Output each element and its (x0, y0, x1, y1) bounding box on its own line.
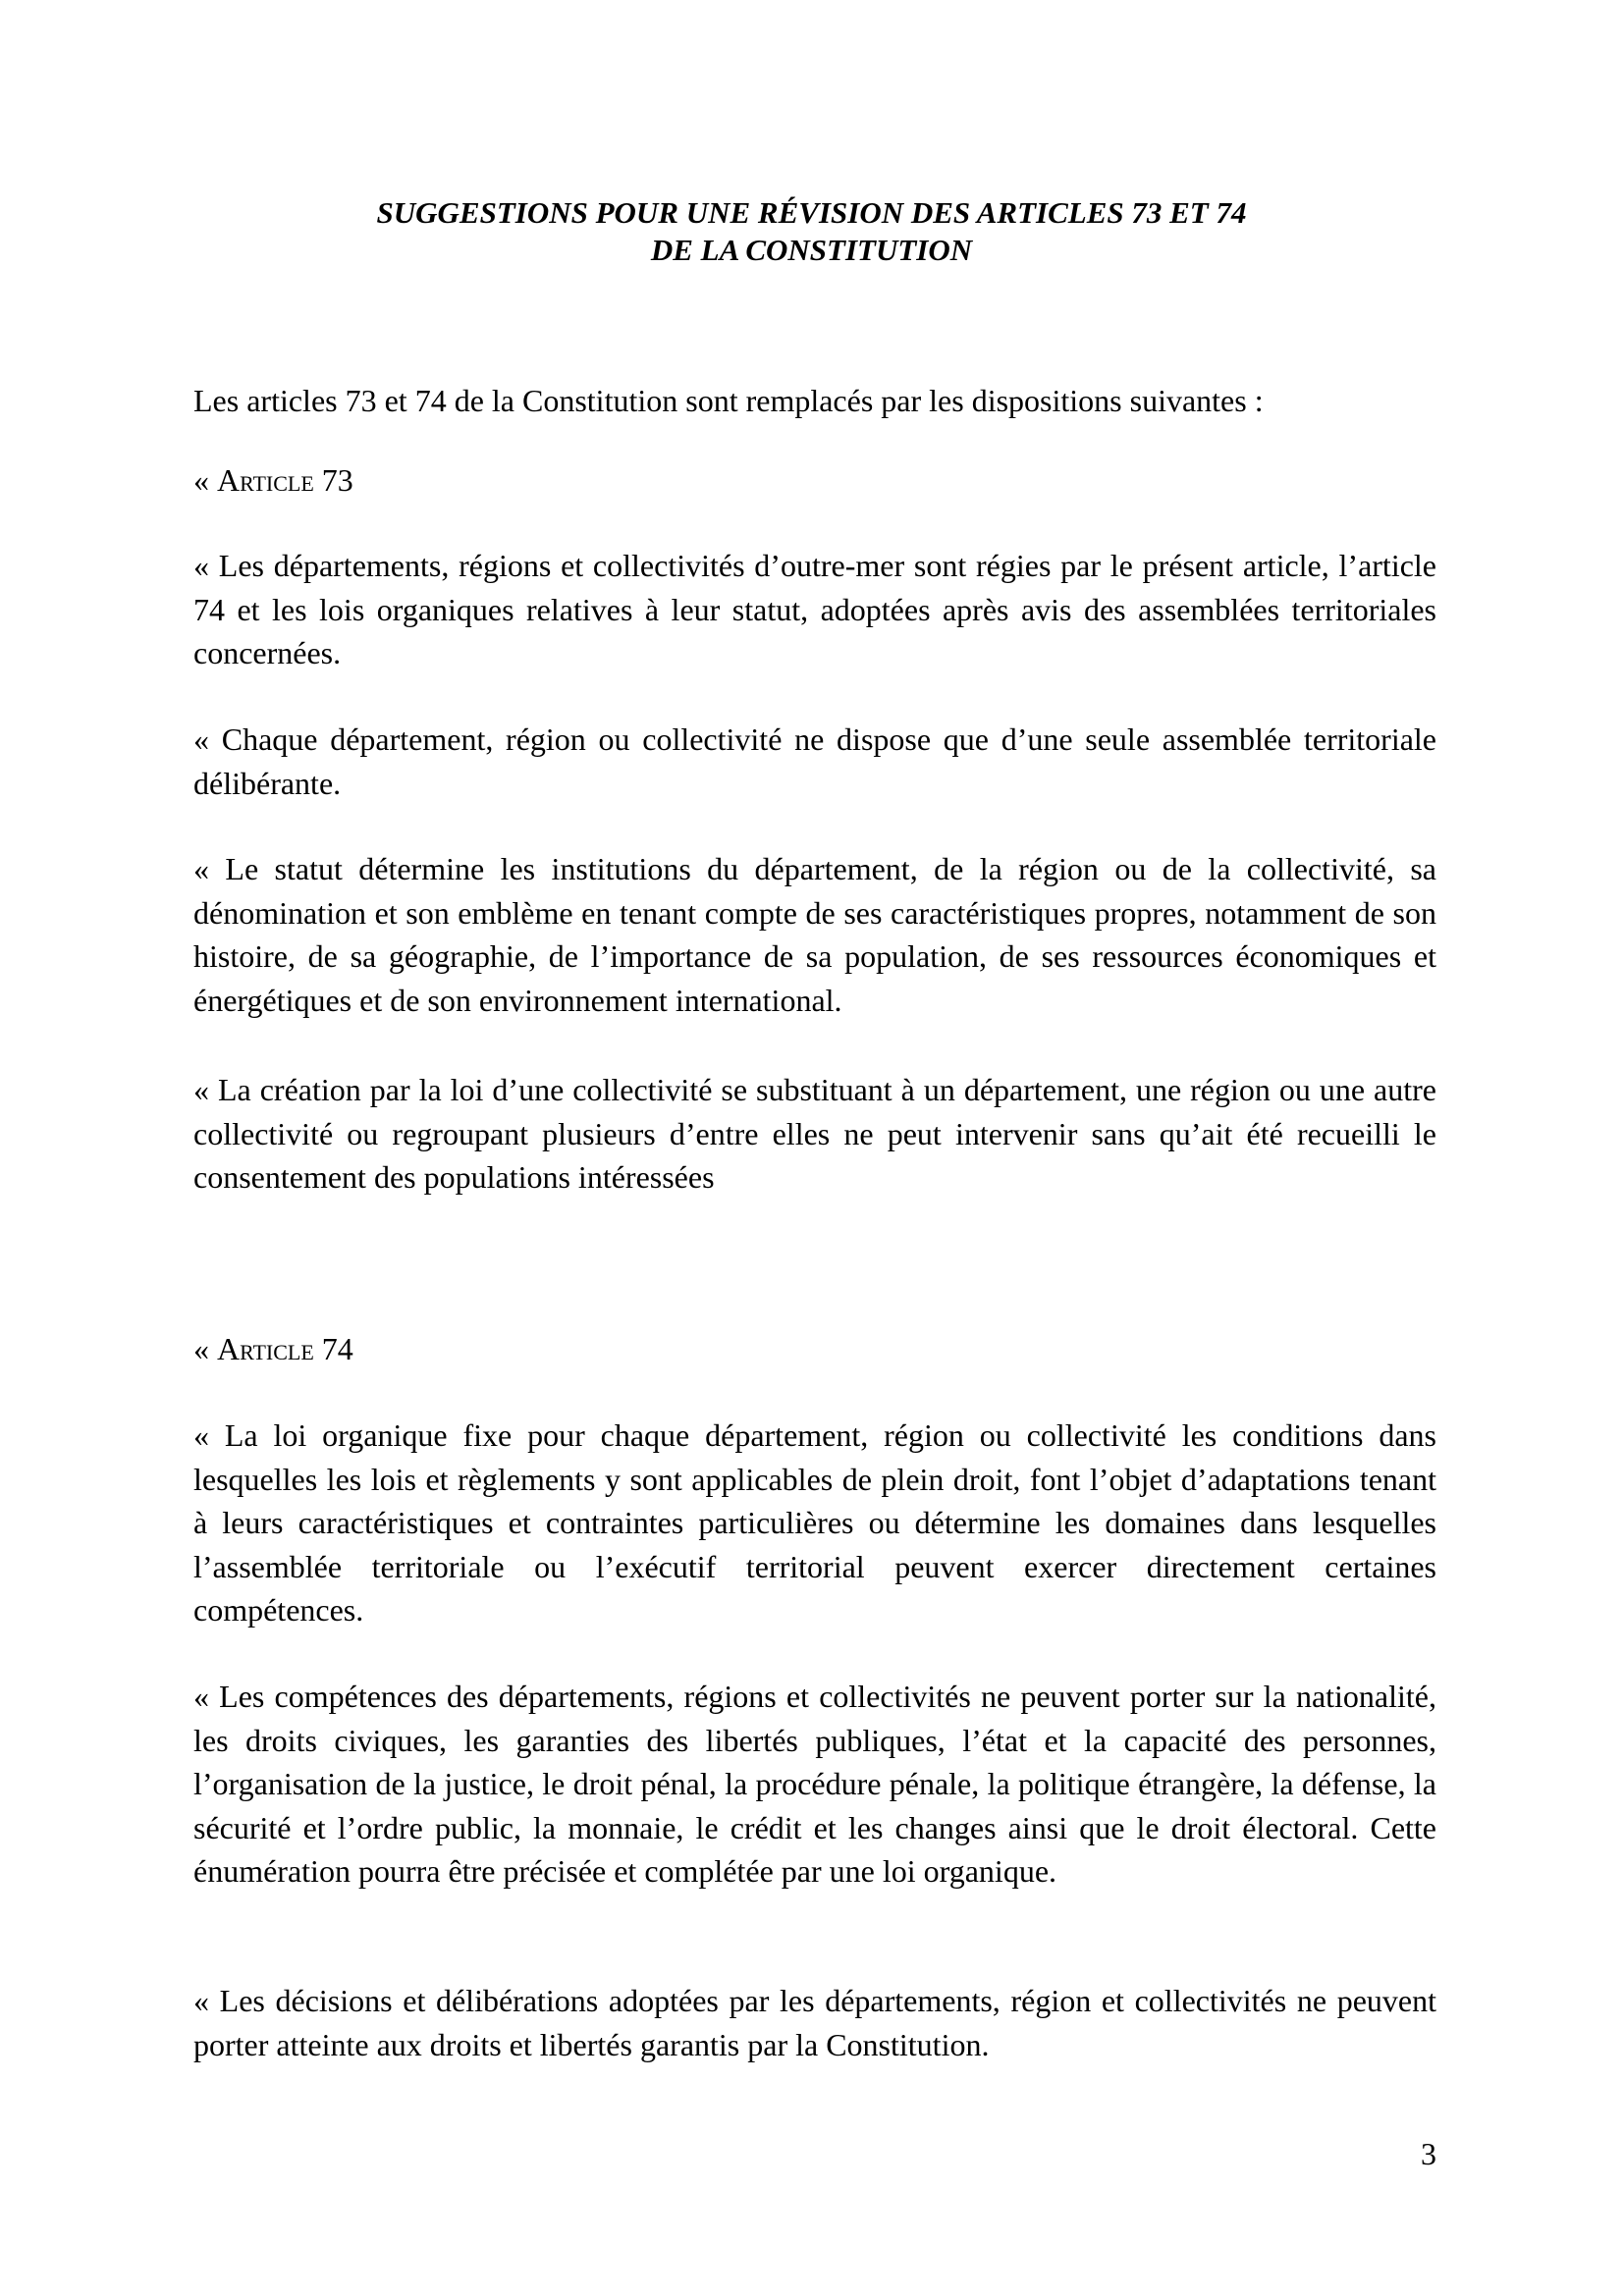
document-title-line-1: SUGGESTIONS POUR UNE RÉVISION DES ARTICLES 73 ET 74 (376, 195, 1247, 230)
page-number: 3 (1421, 2136, 1436, 2171)
article-73-paragraph-1: « Les départements, régions et collectivités d’outre-mer sont régies par le présent article, l’article 74 et les lois organiques relatives à leur statut, adoptées après avis des assemblées territoriales concernées. (193, 548, 1436, 670)
article-73-heading (193, 458, 1436, 503)
article-74-paragraph-3: « Les décisions et délibérations adoptées par les départements, région et collectivités ne peuvent porter atteinte aux droits et libertés garantis par la Constitution. (193, 1983, 1436, 2062)
article-73-paragraph-2: « Chaque département, région ou collectivité ne dispose que d’une seule assemblée territoriale délibérante. (193, 721, 1436, 801)
article-74-heading (193, 1327, 1436, 1371)
article-74-paragraph-2: « Les compétences des départements, régions et collectivités ne peuvent porter sur la nationalité, les droits civiques, les garanties des libertés publiques, l’état et la capacité des personnes, l’organisation de la justice, le droit pénal, la procédure pénale, la politique étrangère, la défense, la sécurité et l’ordre public, la monnaie, le crédit et les changes ainsi que le droit électoral. Cette énumération pourra être précisée et complétée par une loi organique. (193, 1679, 1436, 1889)
article-73-paragraph-3: « Le statut détermine les institutions du département, de la région ou de la collectivité, sa dénomination et son emblème en tenant compte de ses caractéristiques propres, notamment de son histoire, de sa géographie, de l’importance de sa population, de ses ressources économiques et énergétiques et de son environnement international. (193, 851, 1436, 1018)
quote-mark: « (193, 1331, 217, 1366)
article-73-paragraph-4: « La création par la loi d’une collectivité se substituant à un département, une région ou une autre collectivité ou regroupant plusieurs d’entre elles ne peut intervenir sans qu’ait été recueilli le consentement des populations intéressées (193, 1072, 1436, 1195)
document-title-line-2: DE LA CONSTITUTION (650, 233, 973, 267)
intro-paragraph: Les articles 73 et 74 de la Constitution sont remplacés par les dispositions suivantes : (193, 383, 1264, 418)
article-73-label: Article 73 (217, 462, 353, 498)
article-74-paragraph-1: « La loi organique fixe pour chaque département, région ou collectivité les conditions dans lesquelles les lois et règlements y sont applicables de plein droit, font l’objet d’adaptations tenant à leurs caractéristiques et contraintes particulières ou détermine les domaines dans lesquelles l’assemblée territoriale ou l’exécutif territorial peuvent exercer directement certaines compétences. (193, 1417, 1436, 1628)
article-74-label: Article 74 (217, 1331, 353, 1366)
quote-mark: « (193, 462, 217, 498)
